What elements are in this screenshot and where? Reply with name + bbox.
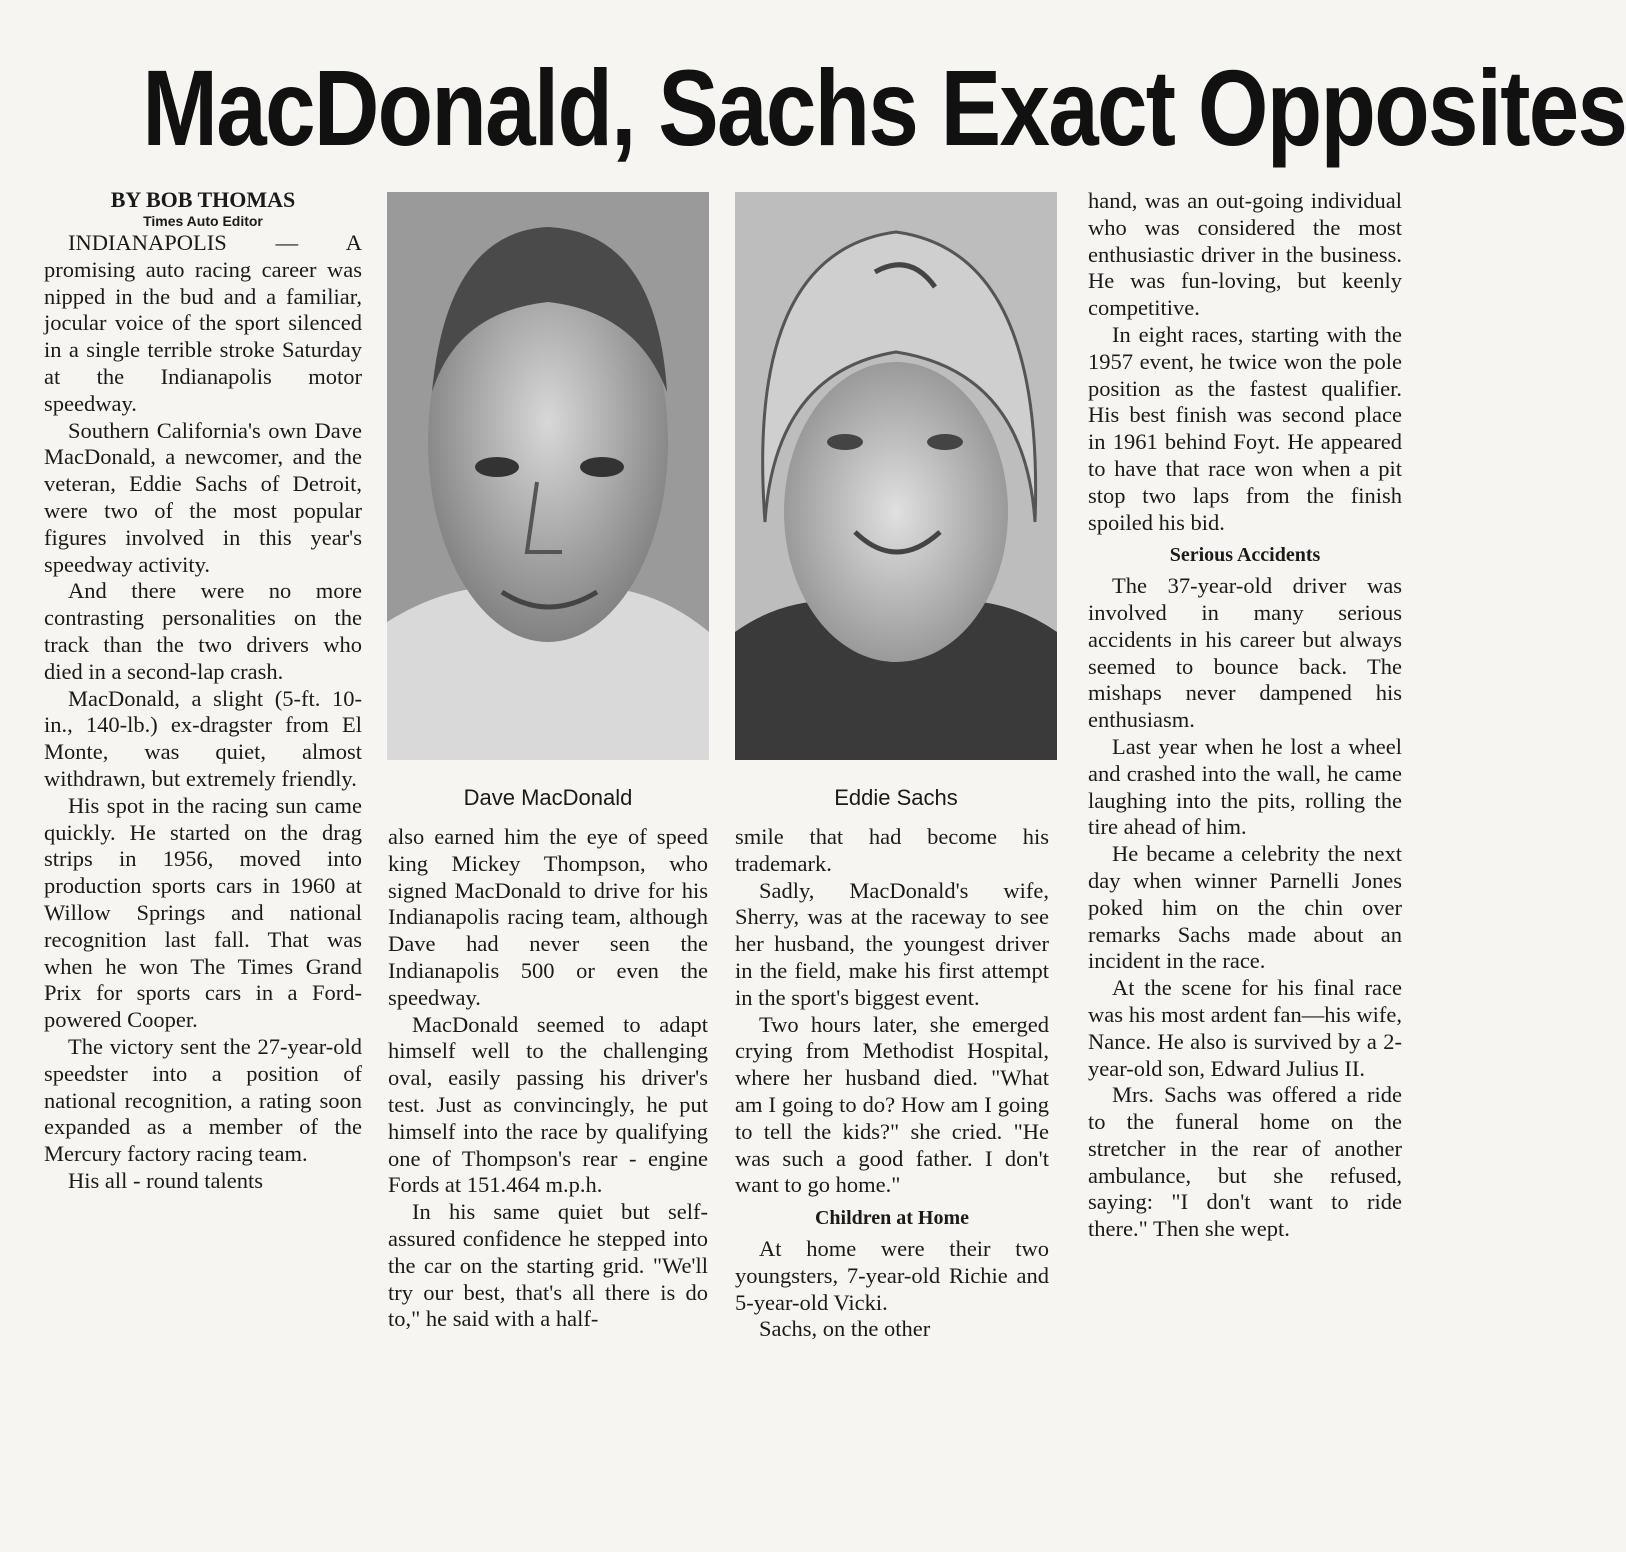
article-column-3: [735, 824, 1049, 1343]
paragraph: smile that had become his trademark.: [735, 824, 1049, 876]
byline-author: BY BOB THOMAS: [110, 187, 296, 212]
paragraph: INDIANAPOLIS — A promising auto racing career was nipped in the bud and a familiar, jocular voice of the sport silenced in a single terrible stroke Saturday at the Indianapolis motor speedway.: [44, 230, 362, 416]
paragraph: Southern California's own Dave MacDonald, a newcomer, and the veteran, Eddie Sachs of Detroit, were two of the most popular figures involved in this year's speedway activity.: [44, 417, 362, 577]
paragraph: Sachs, on the other: [759, 1316, 931, 1342]
portrait-image: [387, 192, 709, 760]
paragraph: Two hours later, she emerged crying from Methodist Hospital, where her husband died. "What am I going to do? How am I going to tell the kids?" she cried. "He was such a good father. I don't want to go home.": [735, 1011, 1049, 1198]
article-column-2: [388, 824, 708, 1333]
subheading-children-at-home: Children at Home: [814, 1207, 970, 1230]
photo-eddie-sachs: [735, 192, 1057, 760]
portrait-image: [735, 192, 1057, 760]
paragraph: His all - round talents: [68, 1167, 263, 1193]
photo-caption-dave-macdonald: Dave MacDonald: [463, 785, 633, 810]
paragraph: MacDonald, a slight (5-ft. 10-in., 140-lb.) ex-dragster from El Monte, was quiet, almost withdrawn, but extremely friendly.: [44, 685, 362, 791]
article-column-1: [44, 188, 362, 1195]
paragraph: The 37-year-old driver was involved in many serious accidents in his career but always seemed to bounce back. The mishaps never dampened his enthusiasm.: [1088, 573, 1402, 733]
paragraph: At home were their two youngsters, 7-year-old Richie and 5-year-old Vicki.: [735, 1235, 1049, 1315]
photo-dave-macdonald: [387, 192, 709, 760]
subheading-serious-accidents: Serious Accidents: [1169, 544, 1321, 567]
paragraph: And there were no more contrasting personalities on the track than the two drivers who died in a second-lap crash.: [44, 578, 362, 684]
headline: MacDonald, Sachs Exact Opposites: [142, 47, 1626, 168]
paragraph: also earned him the eye of speed king Mickey Thompson, who signed MacDonald to drive for his Indianapolis racing team, although Dave had never seen the Indianapolis 500 or even the speedway.: [388, 824, 708, 1010]
byline-title: Times Auto Editor: [143, 213, 263, 229]
paragraph: hand, was an out-going individual who was considered the most enthusiastic driver in the business. He was fun-loving, but keenly competitive.: [1088, 188, 1402, 321]
paragraph: In his same quiet but self-assured confidence he stepped into the car on the starting grid. "We'll try our best, that's all there is do to," he said with a half-: [388, 1199, 708, 1332]
article-column-4: [1088, 188, 1402, 1243]
paragraph: He became a celebrity the next day when winner Parnelli Jones poked him on the chin over remarks Sachs made about an incident in the race.: [1088, 841, 1402, 974]
photo-caption-eddie-sachs: Eddie Sachs: [834, 785, 958, 810]
paragraph: The victory sent the 27-year-old speedster into a position of national recognition, a rating soon expanded as a member of the Mercury factory racing team.: [44, 1033, 362, 1167]
paragraph: His spot in the racing sun came quickly. He started on the drag strips in 1956, moved into production sports cars in 1960 at Willow Springs and national recognition last fall. That was when he won The Times Grand Prix for sports cars in a Ford-powered Cooper.: [44, 792, 362, 1033]
paragraph: Last year when he lost a wheel and crashed into the wall, he came laughing into the pits, rolling the tire ahead of him.: [1088, 733, 1402, 840]
paragraph: In eight races, starting with the 1957 event, he twice won the pole position as the fastest qualifier. His best finish was second place in 1961 behind Foyt. He appeared to have that race won when a pit stop two laps from the finish spoiled his bid.: [1088, 321, 1402, 535]
paragraph: MacDonald seemed to adapt himself well to the challenging oval, easily passing his driver's test. Just as convincingly, he put himself into the race by qualifying one of Thompson's rear - engine Fords at 151.464 m.p.h.: [388, 1011, 708, 1198]
paragraph: Mrs. Sachs was offered a ride to the funeral home on the stretcher in the rear of another ambulance, but she refused, saying: "I don't want to ride there." Then she wept.: [1088, 1082, 1402, 1242]
paragraph: At the scene for his final race was his most ardent fan—his wife, Nance. He also is survived by a 2-year-old son, Edward Julius II.: [1088, 975, 1402, 1081]
paragraph: Sadly, MacDonald's wife, Sherry, was at the raceway to see her husband, the youngest driver in the field, make his first attempt in the sport's biggest event.: [735, 877, 1049, 1010]
